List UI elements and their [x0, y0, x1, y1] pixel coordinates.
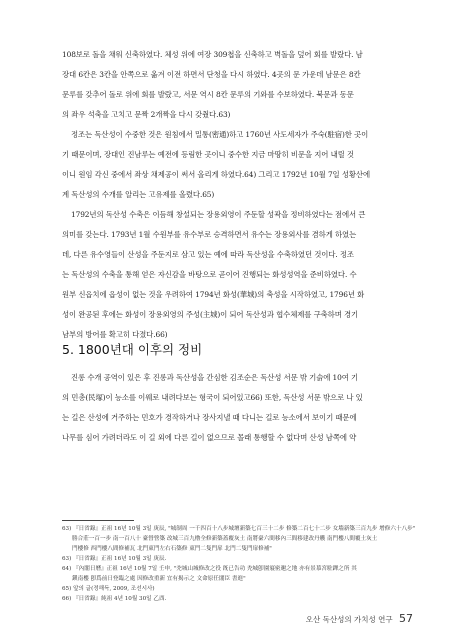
footnote-divider — [62, 520, 134, 521]
footnote-line: 65) 앞의 글(정해득, 2009, 조선시사) — [62, 586, 155, 592]
footnote-line: 63) 『日省錄』正祖 16년 10월 3일 庚辰. — [62, 556, 167, 562]
footnote-line: 門樓修 西門樓八間修補瓦 北門東門左右石築修 東門二隻門扉 北門二隻門扉修補" — [72, 546, 272, 552]
text-line: 나무를 심어 가려더라도 이 길 외에 다른 길이 없으므로 몰래 통행할 수 없다며 산성 남쪽에 약 — [62, 433, 357, 442]
text-line: 기 때문이며, 장대인 진남루는 예전에 등림한 곳이니 중수한 지금 마땅히 비문을 지어 내릴 것 — [62, 150, 354, 159]
footnotes — [62, 524, 418, 604]
footnote-line: 64) 『內閣日曆』正祖 16년 10월 7일 壬申, "禿城山城修改之役 旣已告功 禿城卽園寢密邇之地 亦有景慕宮駐蹕之所 其 — [62, 566, 357, 572]
footnote-line: 66) 『日省錄』純祖 4년 10월 30일 乙酉. — [62, 596, 167, 602]
footer-title: 오산 독산성의 가치성 연구 — [305, 615, 393, 624]
text-line: 108보로 돌을 채워 신축하였다. 체성 위에 여장 309첩을 신축하고 벽돌을 덮어 회를 발랐다. 남 — [62, 50, 363, 59]
page-number: 57 — [399, 612, 413, 625]
text-line: 는 독산성의 수축을 통해 얻은 자신감을 바탕으로 곧이어 진행되는 화성성역을 준비하였다. 수 — [62, 270, 357, 279]
text-line: 이니 원임 각신 중에서 좌상 채제공이 써서 올리게 하였다.64) 그리고 1792년 10월 7일 성황산에 — [62, 170, 370, 179]
text-line: 문루를 갖추어 돌로 위에 회를 발랐고, 서문 역시 8칸 문루의 기와를 수보하였다. 북문과 동문 — [62, 90, 354, 99]
body-paragraphs-bottom — [62, 368, 412, 448]
text-line: 정조는 독산성이 수중한 것은 원침에서 밀통(密通)하고 1760년 사도세자가 주숙(駐宿)한 곳이 — [71, 130, 369, 139]
text-line: 남부의 방어를 확고히 다졌다.66) — [62, 330, 168, 339]
text-line: 장대 6칸은 3칸을 안쪽으로 옮겨 이전 하면서 단청을 다시 하였다. 4곳의 문 가운데 남문은 8칸 — [62, 70, 361, 79]
footnote-line: 63) 『日省錄』正祖 16년 10월 3일 庚辰, "城制周 一千四百十八步城壇新築七百三十二步 修築二百七十二步 女墻新築三百九步 增修六十八步" — [62, 526, 416, 532]
text-line: 의 민총(民塚)이 능소를 이웨로 내려다보는 형국이 되어있고66) 또한, 독산성 서문 밖으로 나 있 — [62, 393, 363, 402]
text-line: 의미를 갖는다. 1793년 1월 수원부를 유수부로 승격하면서 유수는 장용외사를 겸하게 하였는 — [62, 230, 357, 239]
footnote-line: 鎭南樓 卽爲前日登臨之處 因修改重新 宜有揭示之 文命原任閣臣 書進" — [72, 576, 246, 582]
text-line: 계 독산성의 수개를 알리는 고유제를 올렸다.65) — [62, 190, 215, 199]
text-line: 는 길은 산성에 거주하는 민호가 경작하거나 장사지낼 때 다니는 길로 능소에서 보이기 때문에 — [62, 413, 357, 422]
text-line: 원부 신읍치에 읍성이 없는 것을 우려하여 1794년 화성(華城)의 축성을 시작하였고, 1796년 화 — [62, 290, 365, 299]
page-footer — [306, 612, 413, 625]
text-line: 성이 완공된 후에는 화성이 장용외영의 주성(主城)이 되어 독산성과 협수체제를 구축하며 경기 — [62, 310, 359, 319]
footnote-line: 勝合莊一百一步 南一百八十 臺營營築 改城三百九櫓全修新築蓋覆灰土 南將臺六間移內三間移建改丹艧 南門樓八間覆土灰土 — [72, 536, 378, 542]
text-line: 데, 다른 유수영들이 산성을 주둔지로 삼고 있는 예에 따라 독산성을 수축하였던 것이다. 정조 — [62, 250, 354, 259]
text-line: 의 좌우 석축을 고치고 문짝 2개짝을 다시 갖췄다.63) — [62, 110, 231, 119]
text-line: 진롱 수개 공역이 있은 후 진롱과 독산성을 간심한 김조순은 독산성 서문 밖 기슭에 10여 기 — [71, 373, 359, 382]
section-heading: 5. 1800년대 이후의 정비 — [62, 342, 203, 357]
body-paragraphs-top — [62, 45, 412, 345]
text-line: 1792년의 독산성 수축은 이듬해 창설되는 장용외영이 주둔할 성곽을 정비하였다는 점에서 큰 — [71, 210, 366, 219]
